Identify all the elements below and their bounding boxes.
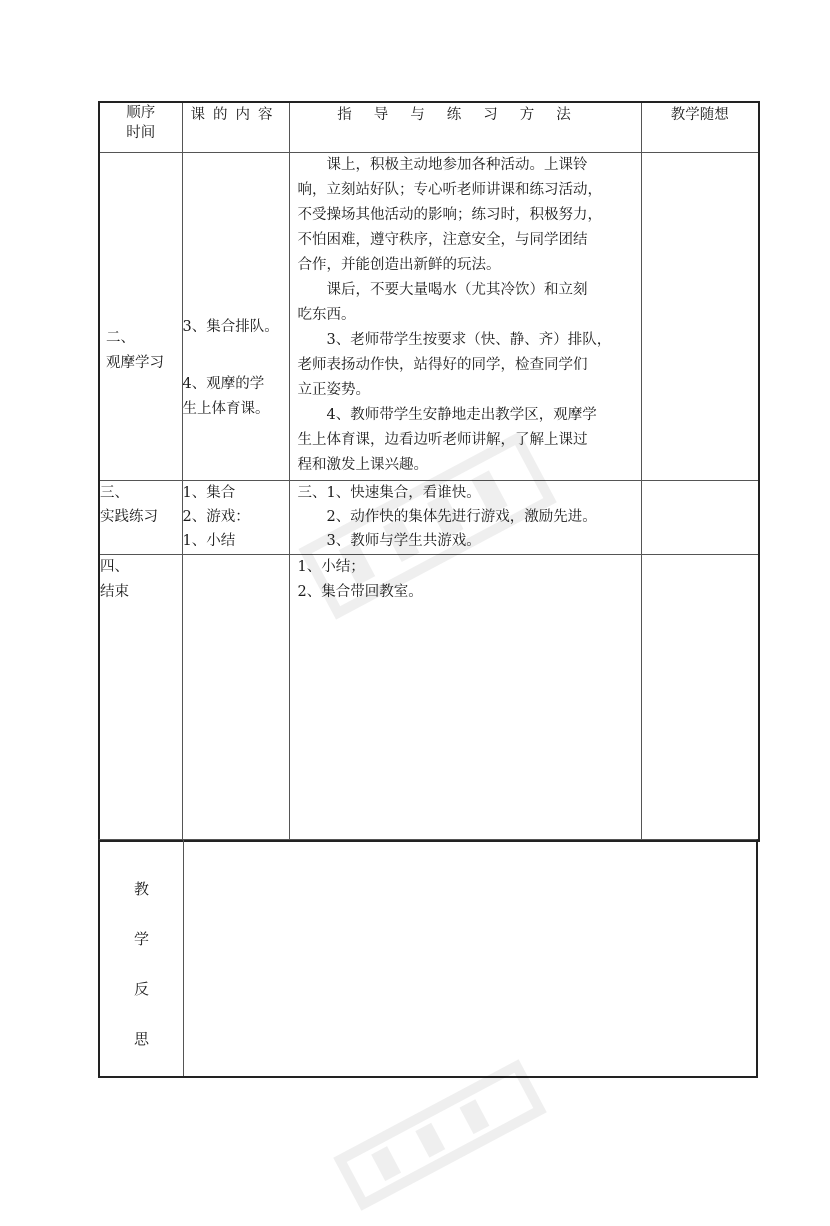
row-content-cell [182, 555, 289, 841]
header-notes [641, 102, 759, 153]
header-content-label: 课的内容 [190, 107, 281, 123]
section-title: 结束 [100, 584, 129, 600]
header-method [289, 102, 641, 153]
reflection-char: 教 [133, 880, 149, 898]
header-content [182, 102, 289, 153]
header-time-label: 时间 [126, 125, 156, 141]
method-paragraph: 3、老师带学生按要求（快、静、齐）排队， [326, 332, 612, 348]
row-method-cell [289, 481, 641, 555]
header-order-label: 顺序 [126, 105, 156, 121]
row-order-cell [99, 555, 182, 841]
teaching-reflection-box [98, 839, 758, 1078]
method-line: 2、集合带回教室。 [297, 584, 423, 600]
section-title: 实践练习 [100, 509, 158, 525]
lesson-table [98, 101, 760, 842]
method-line: 1、小结； [297, 559, 365, 575]
section-title: 观摩学习 [106, 355, 164, 371]
method-paragraph: 课后，不要大量喝水（尤其冷饮）和立刻 [326, 282, 588, 298]
method-line: 2、动作快的集体先进行游戏，激励先进。 [326, 509, 597, 525]
content-item: 生上体育课。 [182, 401, 270, 417]
row-method-cell: 课上，积极主动地参加各种活动。上课铃 响，立刻站好队；专心听老师讲课和练习活动， 不受操场其他活动的影响；练习时，积极努力， 不怕困难，遵守秩序，注意安全，与同学团结 合作，并能创造出新鲜的玩法。 课后，不要大量喝水（尤其冷饮）和立刻 吃东西。 3、老师带学生按要求（快、静、齐）排队， 老师表扬动作快，站得好的同学，检查同学们 立正姿势。 4、教师带学生安静地走出教学区，观摩学 生上体育课，边看边听老师讲解，了解上课过 程和激发上课兴趣。 [289, 153, 641, 481]
section-number: 四、 [100, 559, 129, 575]
method-paragraph: 4、教师带学生安静地走出教学区，观摩学 [326, 407, 597, 423]
reflection-char: 学 [133, 930, 149, 948]
row-notes-cell [641, 481, 759, 555]
table-row [99, 555, 759, 841]
table-row [99, 481, 759, 555]
method-paragraph: 课上，积极主动地参加各种活动。上课铃 [326, 157, 588, 173]
content-item: 3、集合排队。 [182, 319, 279, 335]
row-content-cell [182, 153, 289, 481]
method-line: 三、1、快速集合，看谁快。 [297, 485, 481, 501]
header-row [99, 102, 759, 153]
content-item: 1、集合 [182, 485, 236, 501]
header-order-time [99, 102, 182, 153]
section-number: 三、 [100, 485, 129, 501]
header-method-label: 指导与练习方法 [337, 107, 593, 123]
row-order-cell [99, 481, 182, 555]
header-notes-label: 教学随想 [670, 107, 729, 123]
reflection-label [100, 840, 184, 1076]
row-order-cell [99, 153, 182, 481]
row-method-cell [289, 555, 641, 841]
row-notes-cell [641, 153, 759, 481]
lesson-plan-sheet [98, 101, 758, 1078]
section-number: 二、 [106, 330, 135, 346]
method-line: 3、教师与学生共游戏。 [326, 533, 481, 549]
row-notes-cell [641, 555, 759, 841]
reflection-char: 反 [133, 980, 149, 998]
content-item: 1、小结 [182, 533, 236, 549]
content-item: 4、观摩的学 [182, 376, 265, 392]
table-row [99, 153, 759, 481]
reflection-char: 思 [133, 1030, 149, 1048]
row-content-cell [182, 481, 289, 555]
content-item: 2、游戏： [182, 509, 250, 525]
